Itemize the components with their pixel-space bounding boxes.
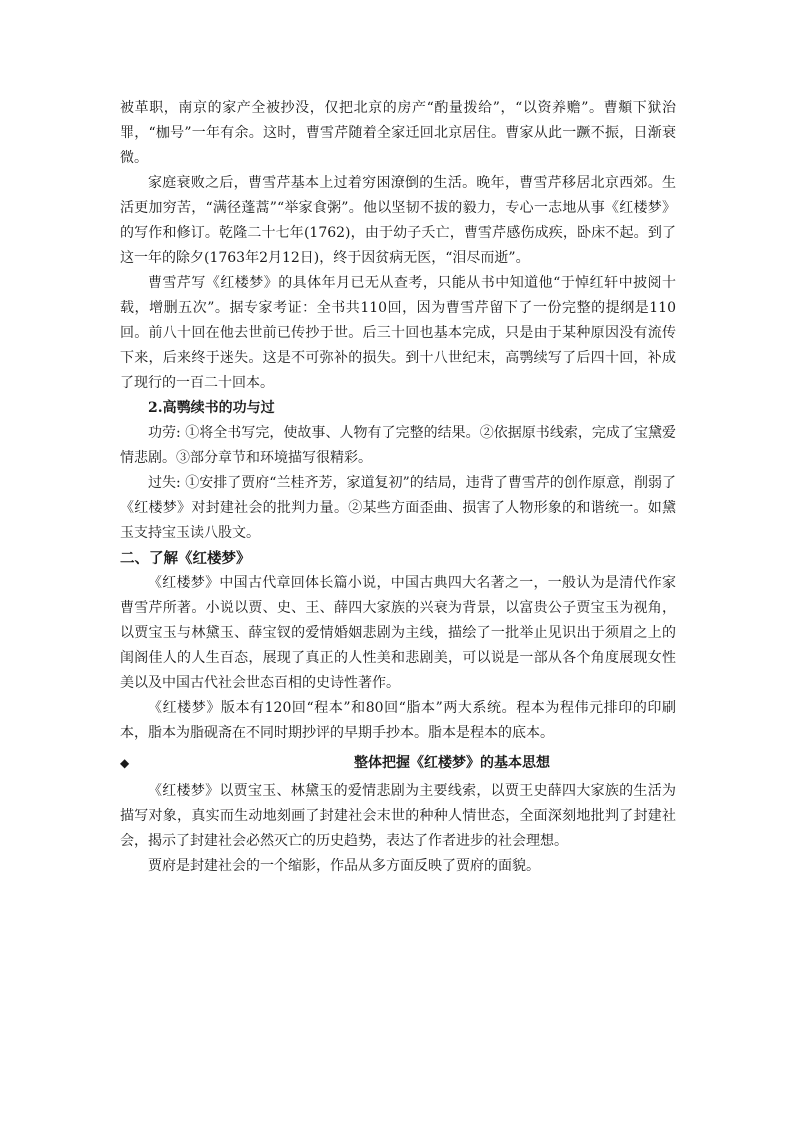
paragraph-novel-overview: 《红楼梦》中国古代章回体长篇小说，中国古典四大名著之一，一般认为是清代作家曹雪芹所著。小说以贾、史、王、薛四大家族的兴衰为背景，以富贵公子贾宝玉为视角，以贾宝玉与林黛玉、薛宝钗的爱情婚姻悲剧为主线，描绘了一批举止见识出于须眉之上的闺阁佳人的人生百态，展现了真正的人性美和悲剧美，可以说是一部从各个角度展现女性美以及中国古代社会世态百相的史诗性著作。 — [120, 575, 676, 691]
paragraph-poverty-later-life: 家庭衰败之后，曹雪芹基本上过着穷困潦倒的生活。晚年，曹雪芹移居北京西郊。生活更加穷苦，“满径蓬蒿”“举家食粥”。他以坚韧不拔的毅力，专心一志地从事《红楼梦》的写作和修订。乾隆二十七年(1762)，由于幼子夭亡，曹雪芹感伤成疾，卧床不起。到了这一年的除夕(1763年2月12日)，终于因贫病无医，“泪尽而逝”。 — [120, 175, 676, 266]
subheading-gao-e-sequel: 2.高鹗续书的功与过 — [148, 400, 275, 416]
paragraph-merits: 功劳: ①将全书写完，使故事、人物有了完整的结果。②依据原书线索，完成了宝黛爱情悲剧。③部分章节和环境描写很精彩。 — [120, 425, 676, 466]
document-body — [120, 96, 676, 879]
section-heading-understand: 二、了解《红楼梦》 — [120, 550, 251, 567]
paragraph-editions: 《红楼梦》版本有120回“程本”和80回“脂本”两大系统。程本为程伟元排印的印刷本，脂本为脂砚斋在不同时期抄评的早期手抄本。脂本是程本的底本。 — [120, 700, 676, 741]
paragraph-writing-history: 曹雪芹写《红楼梦》的具体年月已无从查考，只能从书中知道他“于悼红轩中披阅十载，增删五次”。据专家考证：全书共110回，因为曹雪芹留下了一份完整的提纲是110回。前八十回在他去世前已传抄于世。后三十回也基本完成，只是由于某种原因没有流传下来，后来终于迷失。这是不可弥补的损失。到十八世纪末，高鹗续写了后四十回，补成了现行的一百二十回本。 — [120, 275, 676, 391]
paragraph-faults: 过失: ①安排了贾府“兰桂齐芳，家道复初”的结局，违背了曹雪芹的创作原意，削弱了《红楼梦》对封建社会的批判力量。②某些方面歪曲、损害了人物形象的和谐统一。如黛玉支持宝玉读八股文。 — [120, 475, 676, 541]
paragraph-main-theme: 《红楼梦》以贾宝玉、林黛玉的爱情悲剧为主要线索，以贾王史薛四大家族的生活为描写对象，真实而生动地刻画了封建社会末世的种种人情世态，全面深刻地批判了封建社会，揭示了封建社会必然灭亡的历史趋势，表达了作者进步的社会理想。 — [120, 783, 676, 849]
diamond-heading-title: 整体把握《红楼梦》的基本思想 — [354, 755, 550, 771]
diamond-heading-row — [120, 750, 676, 777]
paragraph-family-downfall: 被革职，南京的家产全被抄没，仅把北京的房产“酌量拨给”，“以资养赡”。曹頫下狱治罪，“枷号”一年有余。这时，曹雪芹随着全家迁回北京居住。曹家从此一蹶不振，日渐衰微。 — [120, 100, 676, 166]
paragraph-jia-mansion: 贾府是封建社会的一个缩影，作品从多方面反映了贾府的面貌。 — [148, 858, 540, 874]
diamond-bullet-icon: ◆ — [120, 756, 130, 770]
